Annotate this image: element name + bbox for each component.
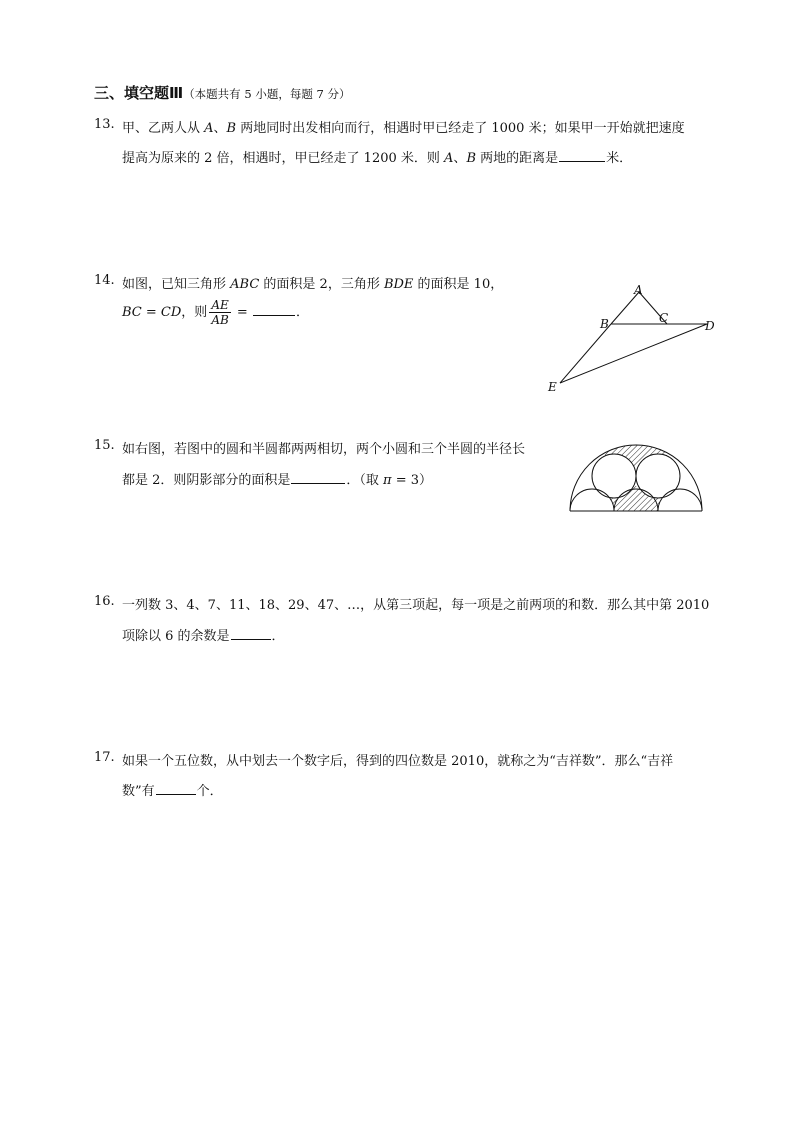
q16-text-a: 项除以 6 的余数是: [122, 629, 230, 644]
q15-number: 15.: [94, 438, 115, 453]
q14-text-c: 的面积是 10，: [413, 277, 504, 292]
q14-label-a: A: [634, 283, 643, 297]
q14-text-b: 的面积是 2，三角形: [259, 277, 384, 292]
q13-text-b: 、: [213, 121, 227, 136]
q14-equals: =: [232, 305, 252, 320]
q13-point-b2: B: [466, 151, 476, 166]
q15-answer-blank[interactable]: [291, 482, 345, 484]
q15-text-b: ．（取: [346, 473, 384, 488]
q14-triangle-bde: BDE: [383, 277, 414, 292]
section-note: （本题共有 5 小题，每题 7 分）: [183, 87, 351, 101]
q13-line2: [122, 147, 632, 166]
q16-number: 16.: [94, 594, 115, 609]
q13-line1: [122, 117, 685, 136]
q16-answer-blank[interactable]: [231, 638, 271, 640]
q16-line1: 一列数 3、4、7、11、18、29、47、…，从第三项起，每一项是之前两项的和数．那么其中第 2010: [122, 598, 710, 613]
q15-line1: 如右图，若图中的圆和半圆都两两相切，两个小圆和三个半圆的半径长: [122, 442, 526, 457]
q14-number: 14.: [94, 273, 115, 288]
q13-text-a: 甲、乙两人从: [122, 121, 205, 136]
q13-text-f: 米．: [606, 151, 633, 166]
q17-text-a: 数”有: [122, 784, 155, 799]
q14-frac-numerator: AE: [209, 298, 230, 313]
q17-line1: 如果一个五位数，从中划去一个数字后，得到的四位数是 2010，就称之为“吉祥数”．那么“吉祥: [122, 754, 674, 769]
q16-line2: [122, 625, 285, 644]
q13-text-c: 两地同时出发相向而行，相遇时甲已经走了 1000 米；如果甲一开始就把速度: [236, 121, 685, 136]
q14-triangle-abc: ABC: [230, 277, 260, 292]
q14-line1: [122, 273, 503, 292]
q15-text-a: 都是 2．则阴影部分的面积是: [122, 473, 291, 488]
q14-bc: BC: [122, 305, 142, 320]
q15-line2: [122, 469, 432, 488]
q15-circles-figure: [565, 438, 707, 516]
q16-text-b: ．: [271, 629, 285, 644]
q14-eq-sign: =: [141, 305, 161, 320]
q13-point-b: B: [226, 121, 237, 136]
section-title-text: 三、填空题Ⅲ: [94, 84, 184, 102]
q17-answer-blank[interactable]: [156, 793, 196, 795]
q15-pi: π: [383, 473, 392, 488]
q14-cd: CD: [160, 305, 182, 320]
section-title: [94, 82, 350, 103]
q17-number: 17.: [94, 750, 115, 765]
q14-answer-blank[interactable]: [253, 314, 295, 316]
q13-point-a2: A: [444, 151, 454, 166]
q14-label-d: D: [705, 319, 715, 333]
q14-text-a: 如图，已知三角形: [122, 277, 231, 292]
q14-line2: [122, 298, 309, 327]
q14-label-b: B: [600, 317, 609, 331]
q14-end: ．: [295, 305, 309, 320]
q14-label-c: C: [659, 311, 669, 325]
q13-number: 13.: [94, 117, 115, 132]
q14-then: ，则: [181, 305, 208, 320]
q17-text-b: 个．: [196, 784, 223, 799]
q13-text-d: 提高为原来的 2 倍，相遇时，甲已经走了 1200 米．则: [122, 151, 445, 166]
q14-label-e: E: [548, 380, 557, 394]
q17-line2: [122, 780, 223, 799]
q13-point-a: A: [204, 121, 214, 136]
q13-text-sep: 、: [453, 151, 467, 166]
q14-frac-denominator: AB: [211, 313, 229, 327]
q13-text-e: 两地的距离是: [476, 151, 559, 166]
q13-answer-blank[interactable]: [559, 160, 605, 162]
q15-text-c: = 3）: [391, 473, 433, 488]
q14-triangle-figure: [540, 280, 730, 395]
q14-fraction: [209, 298, 230, 327]
